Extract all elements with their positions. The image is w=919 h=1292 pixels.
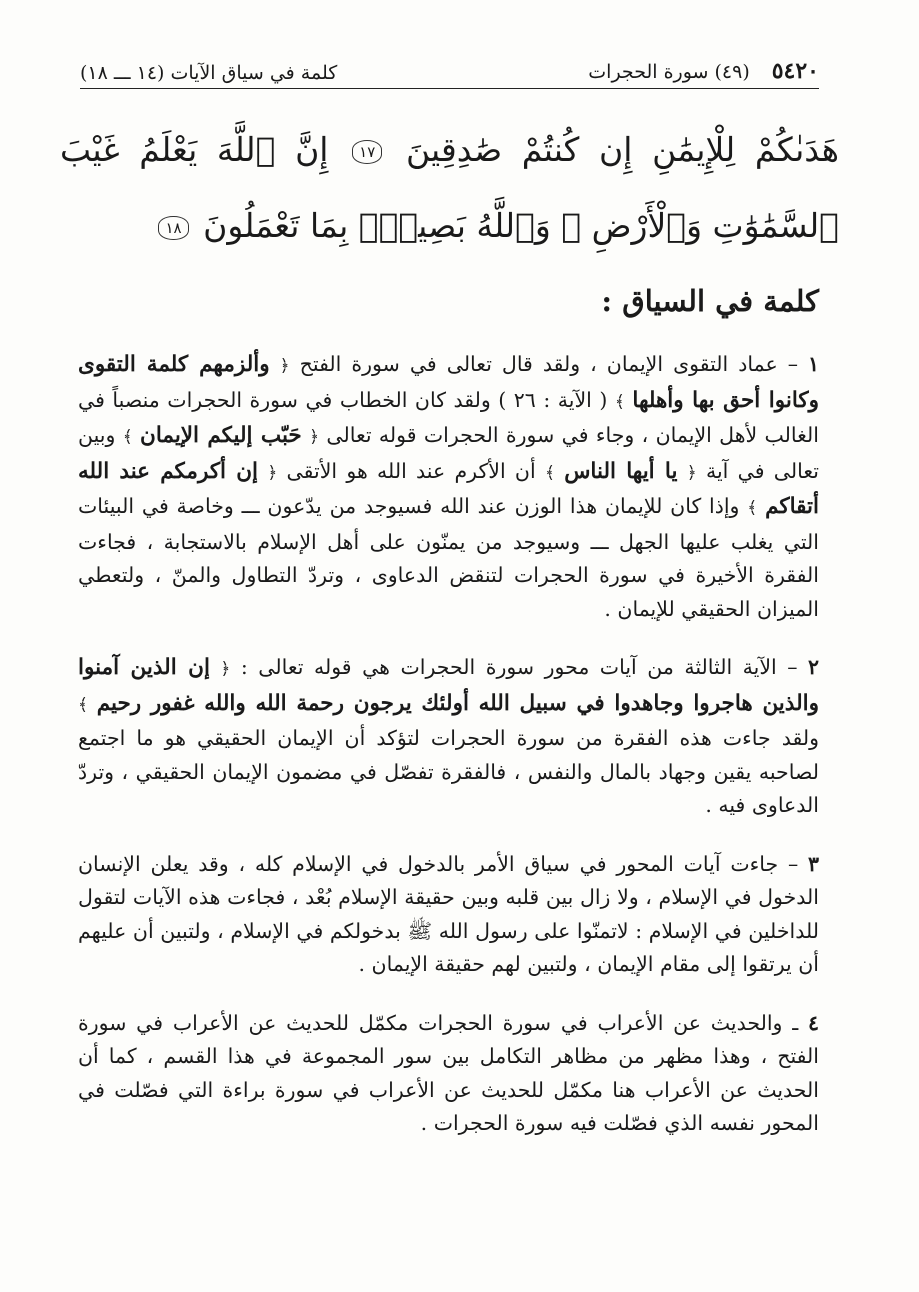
running-header [80, 50, 819, 84]
close-bracket: ﴾ [747, 498, 758, 518]
paragraph-2 [78, 651, 819, 823]
salutation-glyph: ﷺ [407, 918, 433, 943]
paragraph-1 [78, 348, 819, 626]
paragraph-text: أن الأكرم عند الله هو الأتقى [277, 458, 545, 483]
page-number: ٥٤٢٠ [771, 58, 819, 84]
open-bracket: ﴿ [220, 659, 231, 679]
paragraph-text: ( الآية : ٢٦ ) ولقد كان الخطاب في سورة الحجرات منصباً في الغالب لأهل الإيمان ، وجاء في سورة الحجرات قوله تعالى [78, 387, 819, 447]
quran-verse [60, 112, 839, 264]
quote: إن الذين آمنوا والذين هاجروا وجاهدوا في سبيل الله أولئك يرجون رحمة الله والله غفور رحيم [78, 655, 819, 716]
close-bracket: ﴾ [544, 462, 555, 483]
paragraph-text: ولقد جاءت هذه الفقرة من سورة الحجرات لتؤكد أن الإيمان الحقيقي هو ما اجتمع لصاحبه يقين وجهاد بالمال والنفس ، فالفقرة تفصّل في مضمون الإيمان الحقيقي ، وتردّ الدعاوى فيه . [78, 726, 819, 817]
open-bracket: ﴿ [309, 427, 320, 447]
open-bracket: ﴿ [279, 356, 290, 376]
close-bracket: ﴾ [78, 694, 88, 715]
paragraph-text: بدخولكم في الإسلام ، ولتبين أن عليهم أن يرتقوا إلى مقام الإيمان ، ولتبين لهم حقيقة الإيمان . [78, 918, 819, 976]
close-bracket: ﴾ [122, 427, 133, 447]
paragraph-number: ٤ [807, 1010, 819, 1035]
quote: إن أكرمكم عند الله أتقاكم [78, 458, 819, 519]
ayah-number-marker: ١٨ [158, 216, 188, 240]
paragraph-4 [78, 1007, 819, 1141]
paragraph-text: وإذا كان للإيمان هذا الوزن عند الله فسيوجد من يدّعون ـــ وخاصة في البيئات التي يغلب عليها الجهل ـــ وسيوجد من يمنّون على أهل الإسلام بالاستجابة ، فجاءت الفقرة الأخيرة في سورة الحجرات لتنقض الدعاوى ، وتردّ التطاول والمنّ ، ولتعطي الميزان الحقيقي للإيمان . [78, 494, 819, 621]
paragraph-text: – جاءت آيات المحور في سياق الأمر بالدخول في الإسلام كله ، وقد يعلن الإنسان الدخول في الإسلام ، ولا زال بين قلبه وبين حقيقة الإسلام بُعْد ، فجاءت هذه الآيات لتقول للداخلين في الإسلام : لاتمنّوا على رسول الله [78, 851, 819, 943]
quote: وألزمهم كلمة التقوى وكانوا أحق بها وأهلها [78, 352, 819, 413]
paragraph-3 [78, 848, 819, 982]
quote: يا أيها الناس [564, 458, 678, 484]
surah-title: (٤٩) سورة الحجرات [588, 61, 750, 83]
paragraph-number: ٣ [807, 851, 819, 876]
verse-text-part1: هَدَىٰكُمْ لِلْإِيمَٰنِ إِن كُنتُمْ صَٰدِقِينَ [405, 130, 839, 169]
paragraph-text: – الآية الثالثة من آيات محور سورة الحجرات هي قوله تعالى : [230, 655, 808, 679]
header-section-title: كلمة في سياق الآيات (١٤ ـــ ١٨) [80, 62, 338, 84]
paragraph-text: ـ والحديث عن الأعراب في سورة الحجرات مكمّل للحديث عن الأعراب في سورة الفتح ، وهذا مظهر من مظاهر التكامل بين سور المجموعة في هذا القسم ، كما أن الحديث عن الأعراب هنا مكمّل للحديث عن الأعراب في سورة براءة التي فصّلت في المحور نفسه الذي فصّلت فيه سورة الحجرات . [78, 1010, 819, 1135]
ayah-number-marker: ١٧ [352, 140, 382, 164]
paragraph-number: ١ [807, 352, 819, 376]
close-bracket: ﴾ [614, 391, 625, 412]
header-right-group [588, 58, 819, 84]
paragraph-text: وبين تعالى في آية [78, 423, 819, 483]
section-heading: كلمة في السياق : [601, 284, 819, 318]
body-text [78, 348, 819, 1166]
paragraph-text: – عماد التقوى الإيمان ، ولقد قال تعالى في سورة الفتح [289, 352, 808, 376]
quote: حَبّب إليكم الإيمان [140, 423, 302, 448]
verse-text-part2: إِنَّ ٱللَّهَ يَعْلَمُ غَيْبَ ٱلسَّمَٰوَٰتِ وَٱلْأَرْضِ ۚ وَٱللَّهُ بَصِيرٌۢ بِمَا تَعْمَلُونَ [60, 130, 839, 245]
open-bracket: ﴿ [267, 462, 278, 483]
paragraph-number: ٢ [807, 655, 819, 679]
header-divider [80, 88, 819, 89]
open-bracket: ﴿ [686, 462, 697, 483]
